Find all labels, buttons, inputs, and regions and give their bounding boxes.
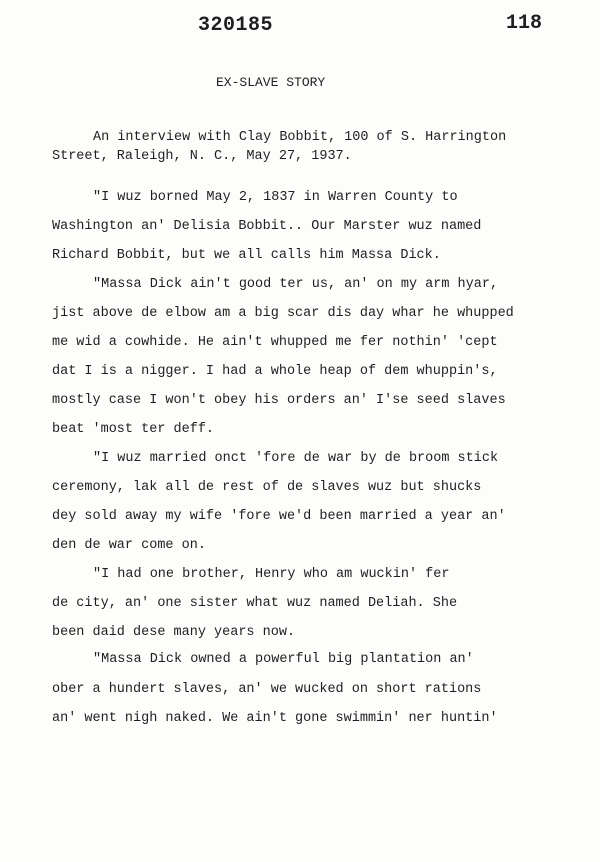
- body-line: jist above de elbow am a big scar dis day whar he whupped: [52, 306, 514, 321]
- body-line: ceremony, lak all de rest of de slaves wuz but shucks: [52, 480, 482, 495]
- intro-line: An interview with Clay Bobbit, 100 of S. Harrington: [93, 130, 507, 145]
- body-line: de city, an' one sister what wuz named Deliah. She: [52, 596, 458, 611]
- document-title: EX-SLAVE STORY: [216, 75, 326, 90]
- body-line: dey sold away my wife 'fore we'd been married a year an': [52, 509, 506, 524]
- body-line: me wid a cowhide. He ain't whupped me fer nothin' 'cept: [52, 335, 498, 350]
- page-number: 118: [506, 12, 543, 35]
- body-line: beat 'most ter deff.: [52, 422, 215, 437]
- document-id: 320185: [198, 14, 274, 37]
- intro-line: Street, Raleigh, N. C., May 27, 1937.: [52, 149, 352, 164]
- body-line: "I wuz borned May 2, 1837 in Warren County to: [93, 190, 458, 205]
- body-line: den de war come on.: [52, 538, 206, 553]
- body-line: "I wuz married onct 'fore de war by de broom stick: [93, 451, 499, 466]
- body-line: "Massa Dick owned a powerful big plantation an': [93, 652, 474, 667]
- body-line: ober a hundert slaves, an' we wucked on short rations: [52, 682, 482, 697]
- body-line: dat I is a nigger. I had a whole heap of dem whuppin's,: [52, 364, 498, 379]
- body-line: an' went nigh naked. We ain't gone swimmin' ner huntin': [52, 711, 498, 726]
- body-line: mostly case I won't obey his orders an' I'se seed slaves: [52, 393, 506, 408]
- body-line: been daid dese many years now.: [52, 625, 296, 640]
- body-line: "I had one brother, Henry who am wuckin' fer: [93, 567, 450, 582]
- body-line: Richard Bobbit, but we all calls him Massa Dick.: [52, 248, 441, 263]
- body-line: Washington an' Delisia Bobbit.. Our Marster wuz named: [52, 219, 482, 234]
- body-line: "Massa Dick ain't good ter us, an' on my arm hyar,: [93, 277, 499, 292]
